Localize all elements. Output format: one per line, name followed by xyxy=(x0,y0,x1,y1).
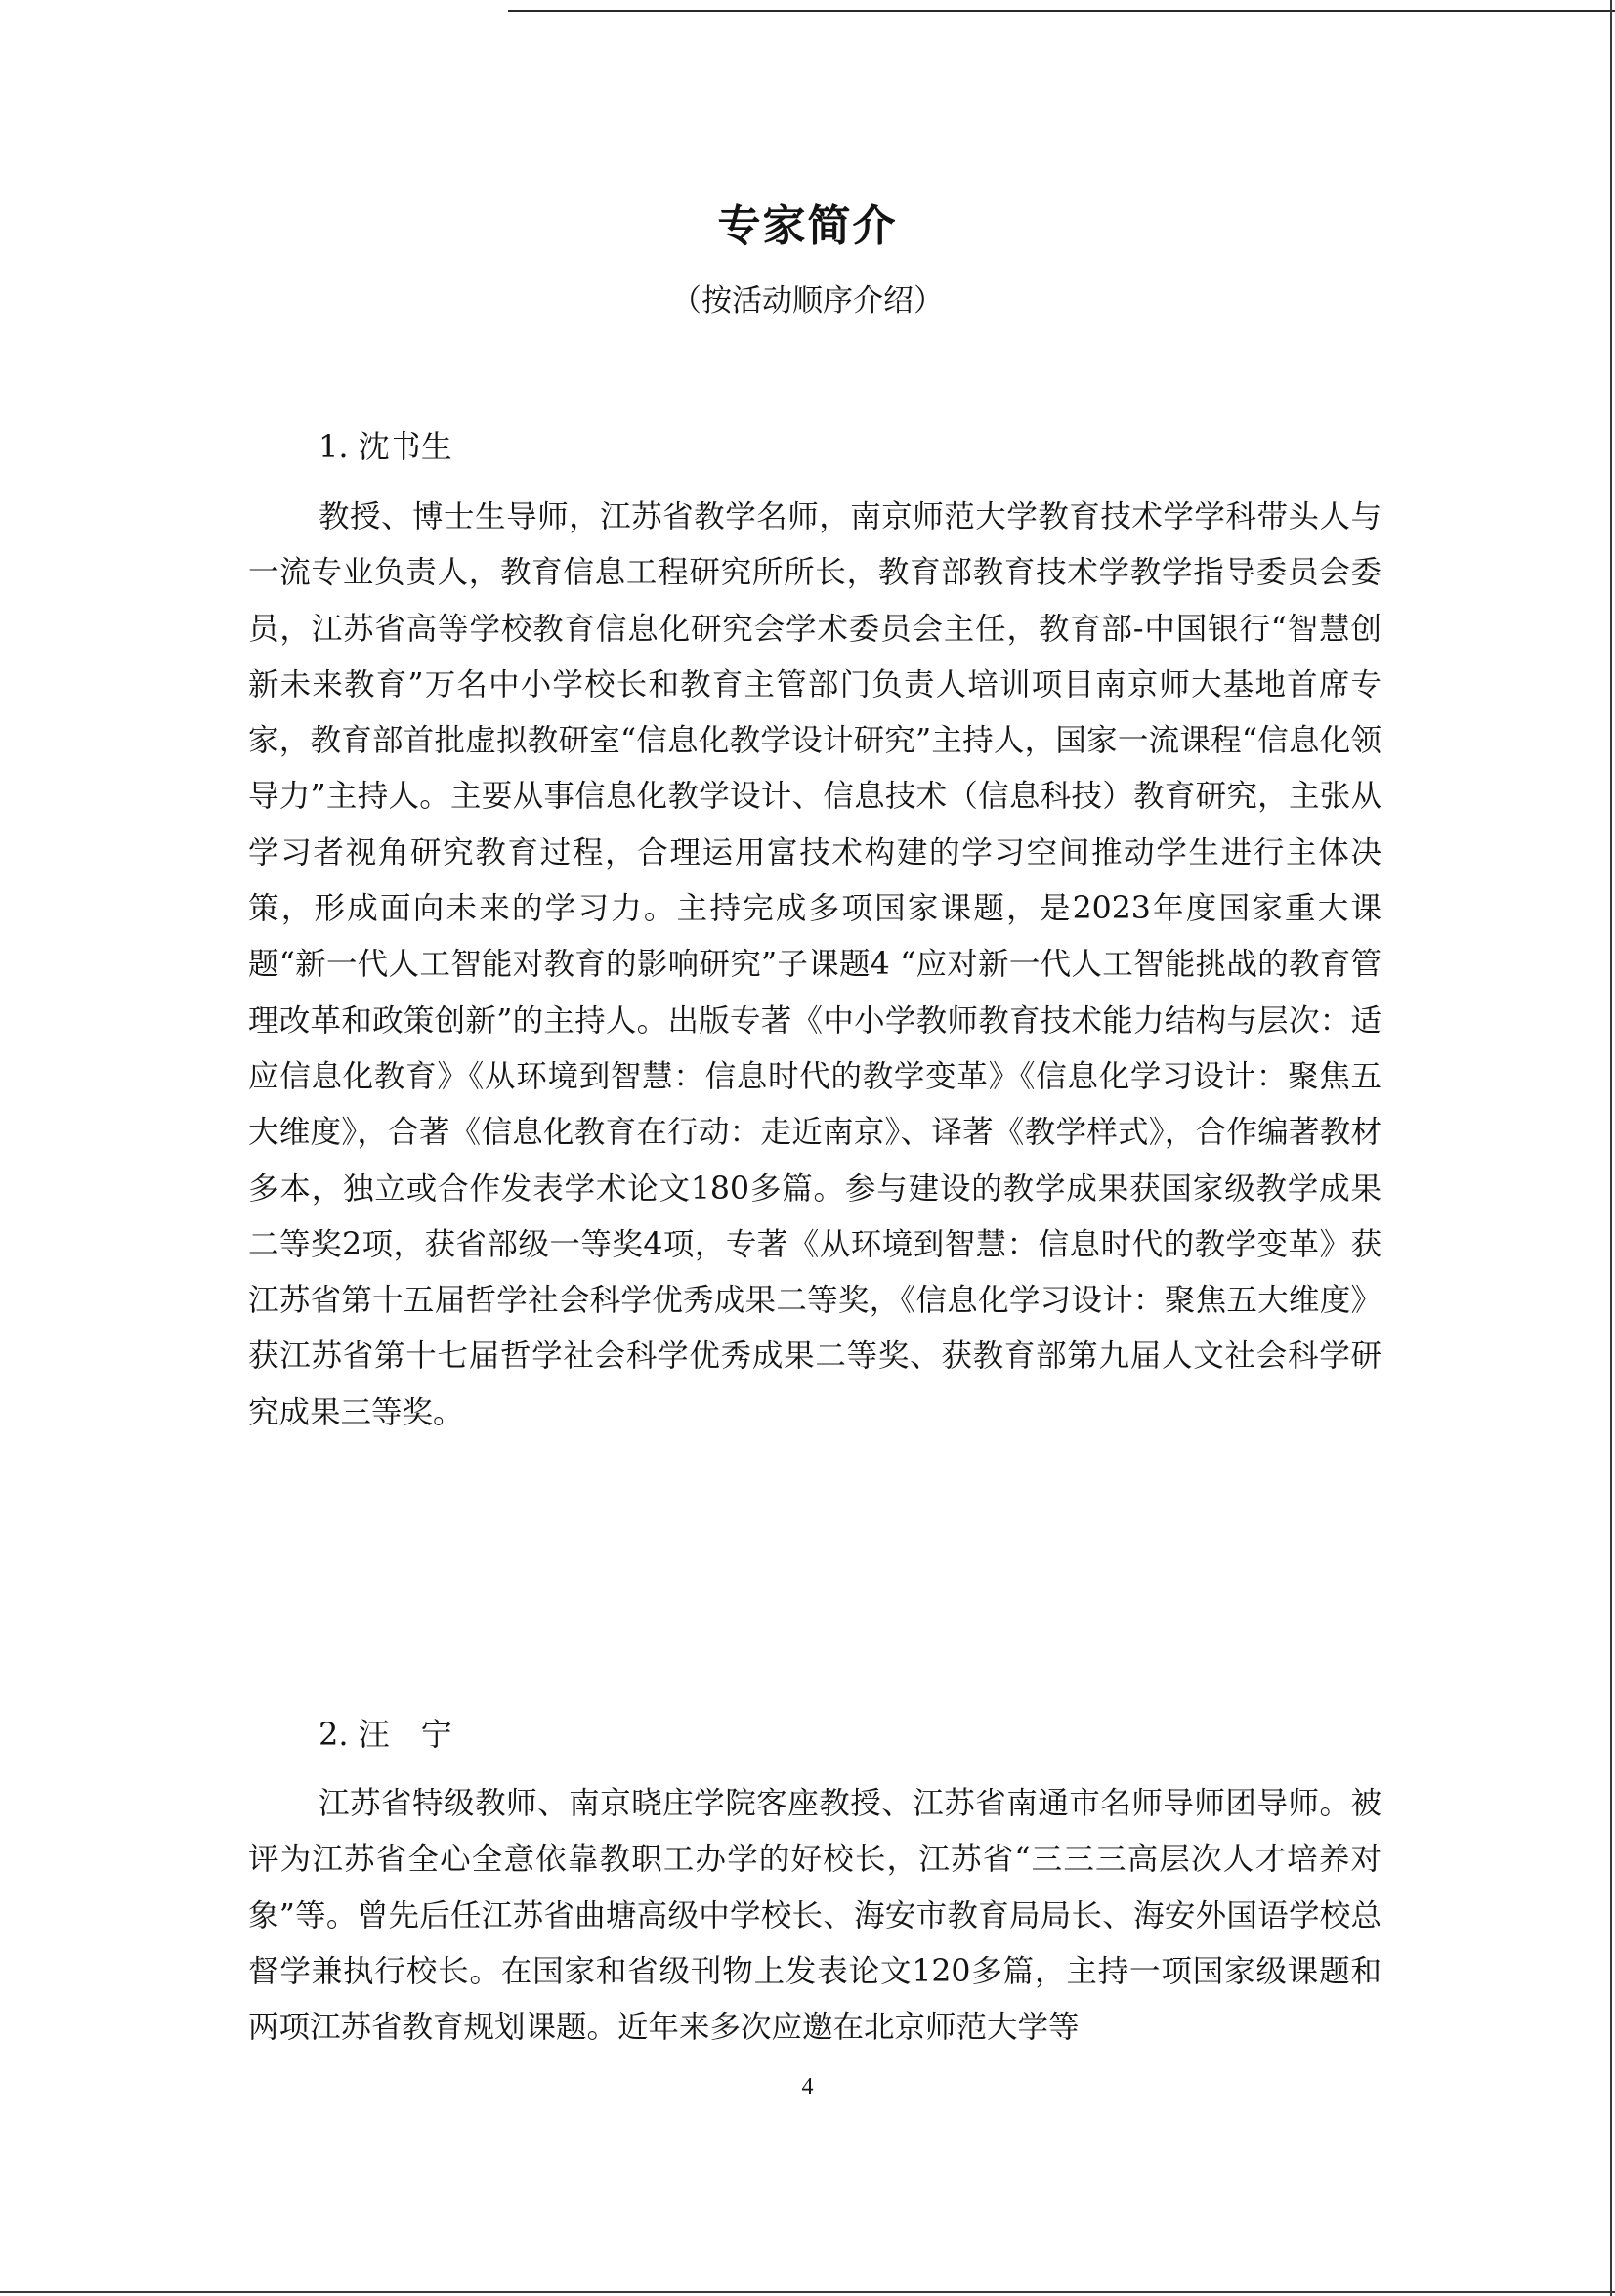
section-heading-shen-shusheng: 1. 沈书生 xyxy=(319,428,452,465)
scan-edge-bottom xyxy=(0,2291,1615,2293)
scan-edge-right xyxy=(1610,0,1612,2296)
scan-edge-top xyxy=(508,10,1615,12)
page-subtitle: （按活动顺序介绍） xyxy=(671,283,944,319)
section-body-shen-shusheng: 教授、博士生导师，江苏省教学名师，南京师范大学教育技术学学科带头人与一流专业负责人，教育信息工程研究所所长，教育部教育技术学教学指导委员会委员，江苏省高等学校教育信息化研究会学术委员会主任，教育部-中国银行“智慧创新未来教育”万名中小学校长和教育主管部门负责人培训项目南京师大基地首席专家，教育部首批虚拟教研室“信息化教学设计研究”主持人，国家一流课程“信息化领导力”主持人。主要从事信息化教学设计、信息技术（信息科技）教育研究，主张从学习者视角研究教育过程，合理运用富技术构建的学习空间推动学生进行主体决策，形成面向未来的学习力。主持完成多项国家课题，是2023年度国家重大课题“新一代人工智能对教育的影响研究”子课题4 “应对新一代人工智能挑战的教育管理改革和政策创新”的主持人。出版专著《中小学教师教育技术能力结构与层次：适应信息化教育》《从环境到智慧：信息时代的教学变革》《信息化学习设计：聚焦五大维度》，合著《信息化教育在行动：走近南京》、译著《教学样式》，合作编著教材多本，独立或合作发表学术论文180多篇。参与建设的教学成果获国家级教学成果二等奖2项，获省部级一等奖4项，专著《从环境到智慧：信息时代的教学变革》获江苏省第十五届哲学社会科学优秀成果二等奖，《信息化学习设计：聚焦五大维度》获江苏省第十七届哲学社会科学优秀成果二等奖、获教育部第九届人文社会科学研究成果三等奖。 xyxy=(248,499,1381,1430)
section-body-wang-ning: 江苏省特级教师、南京晓庄学院客座教授、江苏省南通市名师导师团导师。被评为江苏省全心全意依靠教职工办学的好校长，江苏省“三三三高层次人才培养对象”等。曾先后任江苏省曲塘高级中学校长、海安市教育局局长、海安外国语学校总督学兼执行校长。在国家和省级刊物上发表论文120多篇，主持一项国家级课题和两项江苏省教育规划课题。近年来多次应邀在北京师范大学等 xyxy=(248,1786,1381,2046)
page-title: 专家简介 xyxy=(717,201,898,251)
section-heading-wang-ning: 2. 汪 宁 xyxy=(319,1716,452,1753)
page-number: 4 xyxy=(801,2074,814,2100)
